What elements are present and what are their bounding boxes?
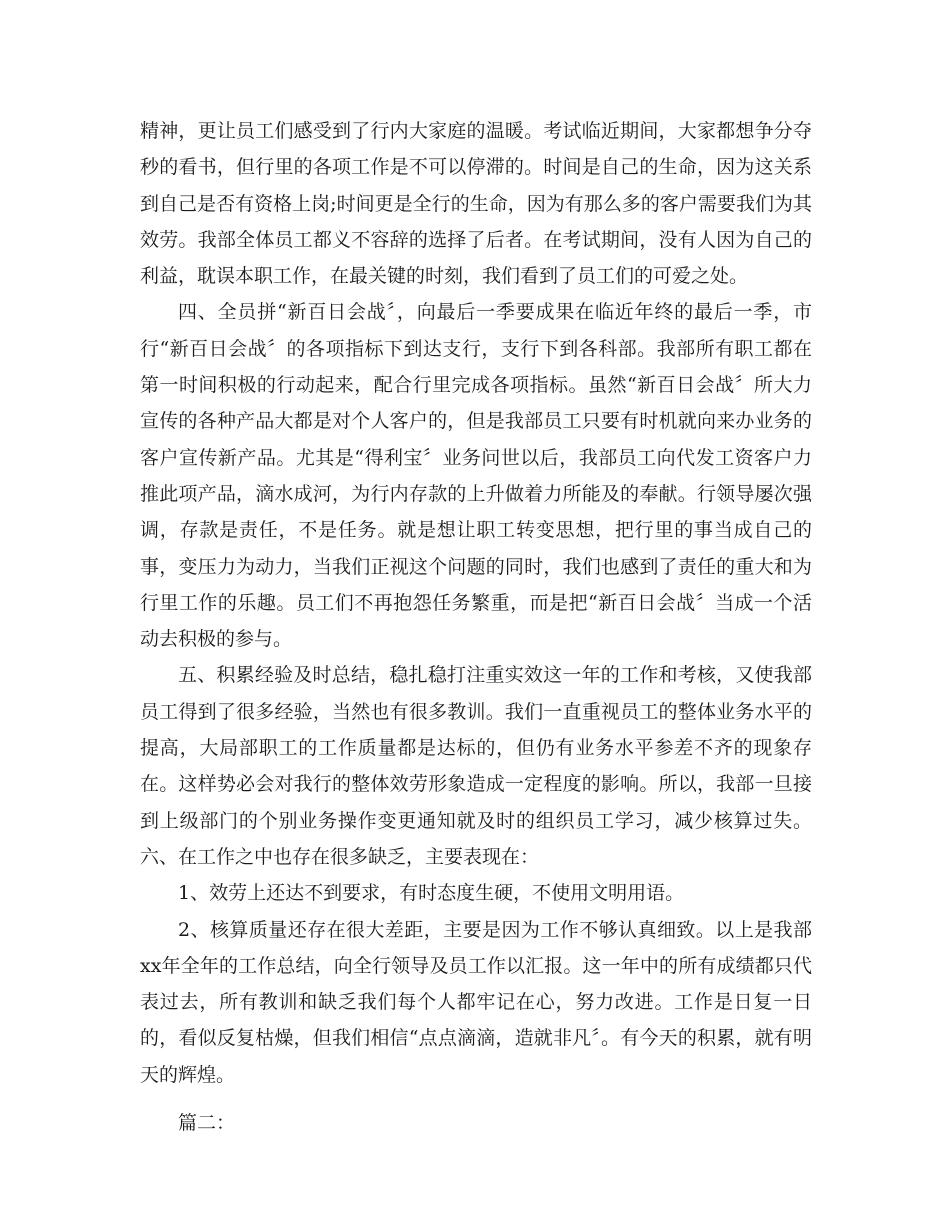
- document-body: [140, 113, 812, 1141]
- paragraph-section-five: 五、积累经验及时总结，稳扎稳打注重实效这一年的工作和考核，又使我部员工得到了很多经验，当然也有很多教训。我们一直重视员工的整体业务水平的提高，大局部职工的工作质量都是达标的，但仍有业务水平参差不齐的现象存在。这样势必会对我行的整体效劳形象造成一定程度的影响。所以，我部一旦接到上级部门的个别业务操作变更通知就及时的组织员工学习，减少核算过失。六、在工作之中也存在很多缺乏，主要表现在：: [140, 664, 812, 868]
- paragraph-item-two: 2、核算质量还存在很大差距，主要是因为工作不够认真细致。以上是我部xx年全年的工作总结，向全行领导及员工作以汇报。这一年中的所有成绩都只代表过去，所有教训和缺乏我们每个人都牢记在心，努力改进。工作是日复一日的，看似反复枯燥，但我们相信“点点滴滴，造就非凡〞。有今天的积累，就有明天的辉煌。: [140, 918, 812, 1086]
- section-heading-part-two: 篇二：: [178, 1112, 236, 1135]
- paragraph-continuation: 精神，更让员工们感受到了行内大家庭的温暖。考试临近期间，大家都想争分夺秒的看书，但行里的各项工作是不可以停滞的。时间是自己的生命，因为这关系到自己是否有资格上岗;时间更是全行的生命，因为有那么多的客户需要我们为其效劳。我部全体员工都义不容辞的选择了后者。在考试期间，没有人因为自己的利益，耽误本职工作，在最关键的时刻，我们看到了员工们的可爱之处。: [140, 120, 812, 288]
- paragraph-section-four: 四、全员拼“新百日会战〞，向最后一季要成果在临近年终的最后一季，市行“新百日会战〞的各项指标下到达支行，支行下到各科部。我部所有职工都在第一时间积极的行动起来，配合行里完成各项指标。虽然“新百日会战〞所大力宣传的各种产品大都是对个人客户的，但是我部员工只要有时机就向来办业务的客户宣传新产品。尤其是“得利宝〞业务问世以后，我部员工向代发工资客户力推此项产品，滴水成河，为行内存款的上升做着力所能及的奉献。行领导屡次强调，存款是责任，不是任务。就是想让职工转变思想，把行里的事当成自己的事，变压力为动力，当我们正视这个问题的同时，我们也感到了责任的重大和为行里工作的乐趣。员工们不再抱怨任务繁重，而是把“新百日会战〞当成一个活动去积极的参与。: [140, 301, 812, 651]
- paragraph-item-one: 1、效劳上还达不到要求，有时态度生硬，不使用文明用语。: [178, 882, 685, 905]
